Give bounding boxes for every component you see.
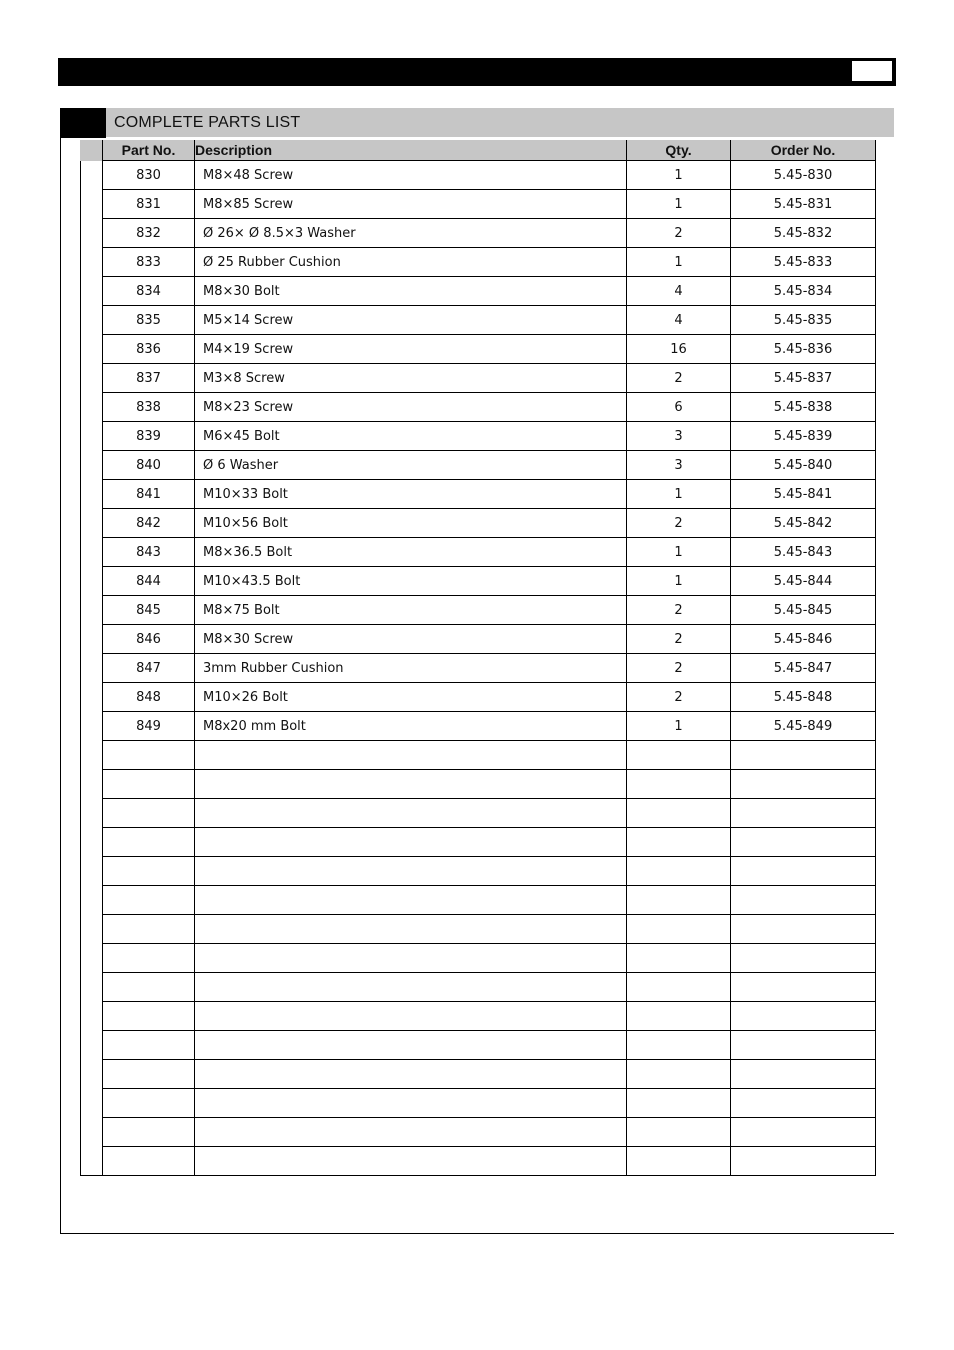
cell-order-no <box>731 944 876 973</box>
cell-description: M8x20 mm Bolt <box>195 712 627 741</box>
cell-order-no: 5.45-843 <box>731 538 876 567</box>
cell-description: M8×85 Screw <box>195 190 627 219</box>
cell-description: Ø 25 Rubber Cushion <box>195 248 627 277</box>
parts-table <box>102 140 876 1176</box>
cell-qty <box>627 741 731 770</box>
cell-part-no <box>103 857 195 886</box>
cell-qty <box>627 1031 731 1060</box>
cell-part-no <box>103 741 195 770</box>
cell-qty <box>627 1060 731 1089</box>
cell-part-no <box>103 1118 195 1147</box>
cell-qty <box>627 1089 731 1118</box>
cell-part-no <box>103 1002 195 1031</box>
page-number-box <box>851 60 893 82</box>
cell-qty: 2 <box>627 364 731 393</box>
cell-description <box>195 973 627 1002</box>
cell-description: M8×30 Bolt <box>195 277 627 306</box>
cell-qty <box>627 915 731 944</box>
cell-qty <box>627 857 731 886</box>
table-row <box>103 538 876 567</box>
cell-order-no <box>731 1002 876 1031</box>
cell-part-no: 830 <box>103 161 195 190</box>
cell-description <box>195 886 627 915</box>
cell-description: M10×26 Bolt <box>195 683 627 712</box>
cell-order-no: 5.45-847 <box>731 654 876 683</box>
cell-order-no: 5.45-839 <box>731 422 876 451</box>
top-header-bar <box>58 58 896 86</box>
cell-description: M8×23 Screw <box>195 393 627 422</box>
table-row <box>103 451 876 480</box>
cell-order-no <box>731 1060 876 1089</box>
table-row <box>103 1118 876 1147</box>
cell-order-no <box>731 915 876 944</box>
cell-part-no <box>103 886 195 915</box>
table-row <box>103 335 876 364</box>
cell-description <box>195 1089 627 1118</box>
table-row <box>103 190 876 219</box>
cell-qty: 1 <box>627 248 731 277</box>
cell-description <box>195 1147 627 1176</box>
cell-qty: 1 <box>627 480 731 509</box>
cell-part-no: 843 <box>103 538 195 567</box>
cell-order-no <box>731 857 876 886</box>
cell-order-no <box>731 770 876 799</box>
table-row <box>103 973 876 1002</box>
cell-order-no: 5.45-842 <box>731 509 876 538</box>
cell-description: M10×33 Bolt <box>195 480 627 509</box>
cell-order-no: 5.45-836 <box>731 335 876 364</box>
cell-description <box>195 857 627 886</box>
cell-qty <box>627 886 731 915</box>
cell-part-no: 841 <box>103 480 195 509</box>
cell-description <box>195 944 627 973</box>
table-row <box>103 306 876 335</box>
cell-qty <box>627 1002 731 1031</box>
cell-qty: 1 <box>627 538 731 567</box>
cell-description <box>195 799 627 828</box>
header-part-no: Part No. <box>103 140 195 161</box>
cell-order-no: 5.45-838 <box>731 393 876 422</box>
table-row <box>103 161 876 190</box>
header-order-no: Order No. <box>731 140 876 161</box>
cell-qty <box>627 828 731 857</box>
cell-order-no <box>731 1031 876 1060</box>
cell-order-no <box>731 799 876 828</box>
table-row <box>103 1147 876 1176</box>
cell-order-no <box>731 973 876 1002</box>
cell-description <box>195 770 627 799</box>
cell-qty: 3 <box>627 451 731 480</box>
cell-description: M5×14 Screw <box>195 306 627 335</box>
cell-part-no <box>103 915 195 944</box>
cell-part-no: 848 <box>103 683 195 712</box>
table-body <box>103 161 876 1176</box>
table-row <box>103 567 876 596</box>
cell-description: M8×36.5 Bolt <box>195 538 627 567</box>
cell-qty <box>627 944 731 973</box>
cell-part-no: 845 <box>103 596 195 625</box>
cell-part-no: 832 <box>103 219 195 248</box>
cell-description: M8×75 Bolt <box>195 596 627 625</box>
cell-order-no: 5.45-830 <box>731 161 876 190</box>
cell-qty: 1 <box>627 190 731 219</box>
cell-description: M4×19 Screw <box>195 335 627 364</box>
table-row <box>103 654 876 683</box>
section-title: COMPLETE PARTS LIST <box>114 114 301 131</box>
cell-qty: 1 <box>627 161 731 190</box>
cell-qty: 4 <box>627 277 731 306</box>
cell-part-no <box>103 973 195 1002</box>
cell-description <box>195 828 627 857</box>
cell-qty <box>627 1147 731 1176</box>
cell-qty <box>627 973 731 1002</box>
cell-part-no: 847 <box>103 654 195 683</box>
cell-description: M10×56 Bolt <box>195 509 627 538</box>
cell-order-no: 5.45-832 <box>731 219 876 248</box>
cell-description <box>195 1002 627 1031</box>
cell-part-no: 844 <box>103 567 195 596</box>
table-row <box>103 683 876 712</box>
cell-qty: 2 <box>627 683 731 712</box>
table-row <box>103 712 876 741</box>
cell-part-no: 835 <box>103 306 195 335</box>
cell-qty: 2 <box>627 654 731 683</box>
header-qty: Qty. <box>627 140 731 161</box>
cell-part-no <box>103 944 195 973</box>
cell-part-no: 831 <box>103 190 195 219</box>
cell-part-no <box>103 1060 195 1089</box>
outer-frame-bottom <box>60 1233 894 1234</box>
cell-description: M8×48 Screw <box>195 161 627 190</box>
cell-order-no <box>731 886 876 915</box>
cell-part-no <box>103 1089 195 1118</box>
cell-description: Ø 6 Washer <box>195 451 627 480</box>
table-row <box>103 915 876 944</box>
cell-order-no <box>731 1089 876 1118</box>
outer-frame-left <box>60 137 61 1234</box>
cell-part-no <box>103 1147 195 1176</box>
cell-description: M3×8 Screw <box>195 364 627 393</box>
cell-order-no: 5.45-848 <box>731 683 876 712</box>
table-header-row <box>103 140 876 161</box>
cell-qty: 4 <box>627 306 731 335</box>
cell-order-no: 5.45-846 <box>731 625 876 654</box>
cell-order-no: 5.45-844 <box>731 567 876 596</box>
cell-order-no <box>731 1118 876 1147</box>
cell-part-no <box>103 828 195 857</box>
cell-description: Ø 26× Ø 8.5×3 Washer <box>195 219 627 248</box>
cell-order-no: 5.45-849 <box>731 712 876 741</box>
cell-part-no: 836 <box>103 335 195 364</box>
cell-part-no: 846 <box>103 625 195 654</box>
cell-qty: 1 <box>627 712 731 741</box>
table-row <box>103 364 876 393</box>
cell-part-no <box>103 1031 195 1060</box>
cell-description: M6×45 Bolt <box>195 422 627 451</box>
cell-part-no: 837 <box>103 364 195 393</box>
cell-order-no: 5.45-835 <box>731 306 876 335</box>
cell-qty: 2 <box>627 625 731 654</box>
cell-order-no: 5.45-831 <box>731 190 876 219</box>
cell-qty: 2 <box>627 219 731 248</box>
cell-part-no: 839 <box>103 422 195 451</box>
table-row <box>103 944 876 973</box>
cell-description: M8×30 Screw <box>195 625 627 654</box>
cell-order-no: 5.45-834 <box>731 277 876 306</box>
cell-order-no: 5.45-837 <box>731 364 876 393</box>
cell-description <box>195 1060 627 1089</box>
cell-order-no <box>731 741 876 770</box>
table-row <box>103 509 876 538</box>
cell-part-no: 833 <box>103 248 195 277</box>
header-description: Description <box>195 140 627 161</box>
section-marker <box>60 108 106 138</box>
cell-part-no: 842 <box>103 509 195 538</box>
header-band-left <box>80 140 102 161</box>
table-row <box>103 393 876 422</box>
cell-qty: 2 <box>627 596 731 625</box>
table-row <box>103 828 876 857</box>
cell-part-no <box>103 770 195 799</box>
table-row <box>103 219 876 248</box>
cell-qty: 3 <box>627 422 731 451</box>
cell-qty: 2 <box>627 509 731 538</box>
cell-order-no <box>731 1147 876 1176</box>
table-row <box>103 1060 876 1089</box>
cell-part-no <box>103 799 195 828</box>
cell-order-no <box>731 828 876 857</box>
cell-part-no: 849 <box>103 712 195 741</box>
cell-qty <box>627 1118 731 1147</box>
table-row <box>103 248 876 277</box>
table-row <box>103 277 876 306</box>
cell-description <box>195 1118 627 1147</box>
cell-qty: 16 <box>627 335 731 364</box>
table-row <box>103 1031 876 1060</box>
cell-description <box>195 741 627 770</box>
cell-description <box>195 915 627 944</box>
cell-part-no: 838 <box>103 393 195 422</box>
table-row <box>103 480 876 509</box>
table-row <box>103 770 876 799</box>
cell-qty <box>627 799 731 828</box>
section-title-bar <box>106 108 894 137</box>
table-row <box>103 1002 876 1031</box>
table-row <box>103 596 876 625</box>
cell-qty: 1 <box>627 567 731 596</box>
table-row <box>103 741 876 770</box>
cell-qty: 6 <box>627 393 731 422</box>
table-row <box>103 799 876 828</box>
cell-order-no: 5.45-840 <box>731 451 876 480</box>
table-row <box>103 857 876 886</box>
table-row <box>103 625 876 654</box>
table-row <box>103 1089 876 1118</box>
table-row <box>103 422 876 451</box>
cell-description: 3mm Rubber Cushion <box>195 654 627 683</box>
cell-part-no: 840 <box>103 451 195 480</box>
cell-part-no: 834 <box>103 277 195 306</box>
table-row <box>103 886 876 915</box>
cell-qty <box>627 770 731 799</box>
cell-order-no: 5.45-845 <box>731 596 876 625</box>
cell-order-no: 5.45-833 <box>731 248 876 277</box>
cell-order-no: 5.45-841 <box>731 480 876 509</box>
cell-description: M10×43.5 Bolt <box>195 567 627 596</box>
cell-description <box>195 1031 627 1060</box>
